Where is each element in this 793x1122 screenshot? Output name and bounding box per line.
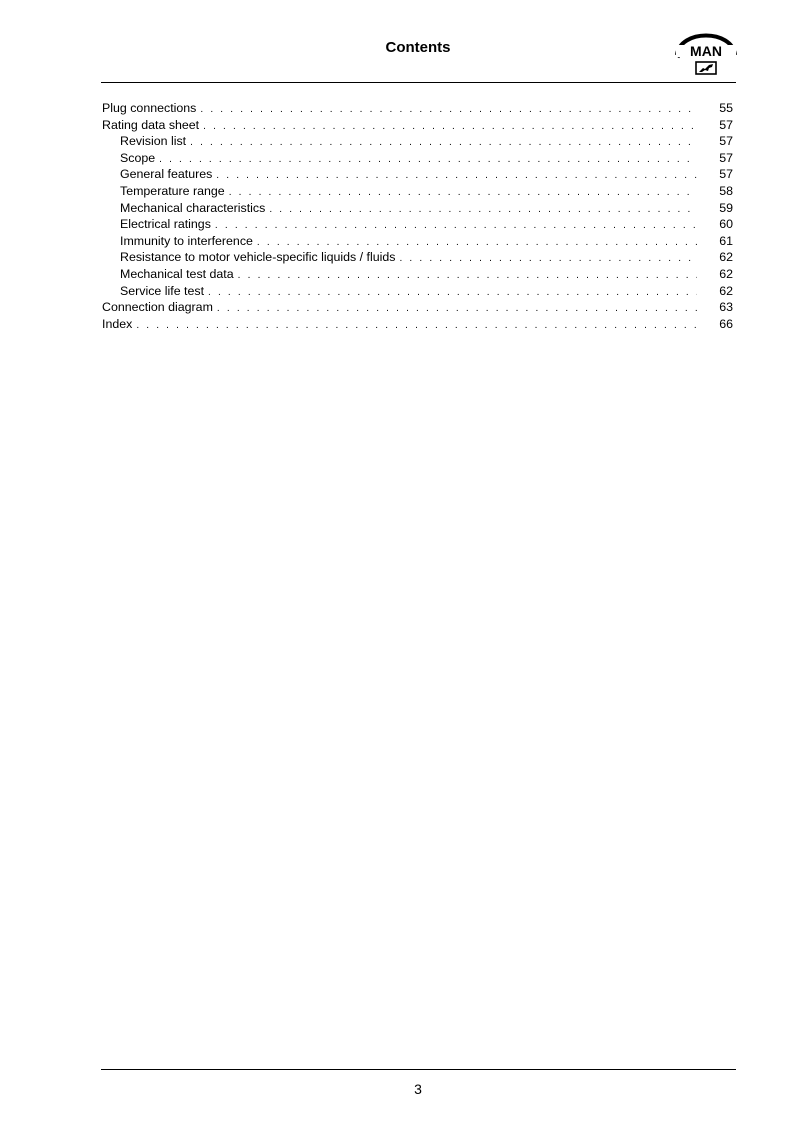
toc-entry-label: Electrical ratings — [120, 217, 211, 232]
toc-entry-label: Mechanical test data — [120, 266, 234, 281]
toc-entry-label: Index — [102, 316, 133, 331]
toc-entry[interactable] — [102, 133, 733, 150]
toc-entry[interactable] — [102, 183, 733, 200]
toc-entry-label: Rating data sheet — [102, 117, 200, 132]
toc-dot-leader — [203, 119, 697, 136]
toc-entry-page: 62 — [719, 266, 733, 281]
man-logo-icon — [672, 19, 740, 79]
toc-entry[interactable] — [102, 316, 733, 333]
page-title: Contents — [385, 39, 451, 56]
toc-entry-page: 57 — [719, 117, 733, 132]
toc-entry[interactable] — [102, 200, 733, 217]
toc-entry-page: 57 — [719, 134, 733, 149]
toc-dot-leader — [190, 135, 697, 152]
toc-dot-leader — [136, 318, 697, 335]
page-number: 3 — [414, 1081, 422, 1097]
toc-entry-page: 58 — [719, 183, 733, 198]
toc-entry[interactable] — [102, 150, 733, 167]
toc-entry-page: 63 — [719, 300, 733, 315]
toc-dot-leader — [229, 185, 697, 202]
toc-entry[interactable] — [102, 249, 733, 266]
toc-entry[interactable] — [102, 117, 733, 134]
toc-entry[interactable] — [102, 299, 733, 316]
toc-entry[interactable] — [102, 166, 733, 183]
toc-dot-leader — [159, 152, 697, 169]
toc-entry-page: 57 — [719, 150, 733, 165]
toc-entry-label: Scope — [120, 150, 156, 165]
table-of-contents — [102, 100, 733, 332]
toc-entry-label: General features — [120, 167, 213, 182]
toc-dot-leader — [238, 268, 697, 285]
toc-dot-leader — [200, 102, 697, 119]
toc-entry-page: 57 — [719, 167, 733, 182]
toc-dot-leader — [399, 251, 697, 268]
toc-entry-label: Temperature range — [120, 183, 225, 198]
toc-entry[interactable] — [102, 233, 733, 250]
toc-entry-page: 59 — [719, 200, 733, 215]
toc-entry[interactable] — [102, 266, 733, 283]
toc-entry-label: Resistance to motor vehicle-specific liquids / fluids — [120, 250, 396, 265]
toc-dot-leader — [216, 168, 697, 185]
toc-entry-label: Mechanical characteristics — [120, 200, 266, 215]
toc-entry-page: 55 — [719, 101, 733, 115]
toc-entry-label: Service life test — [120, 283, 205, 298]
footer-divider — [101, 1069, 736, 1070]
toc-entry-page: 61 — [719, 233, 733, 248]
toc-entry-page: 60 — [719, 217, 733, 232]
toc-dot-leader — [208, 285, 697, 302]
toc-entry-label: Connection diagram — [102, 300, 213, 315]
toc-dot-leader — [217, 301, 697, 318]
toc-entry-label: Immunity to interference — [120, 233, 253, 248]
toc-entry-page: 62 — [719, 283, 733, 298]
toc-dot-leader — [269, 202, 697, 219]
toc-entry[interactable] — [102, 216, 733, 233]
toc-entry[interactable] — [102, 283, 733, 300]
toc-dot-leader — [215, 218, 697, 235]
toc-entry-page: 66 — [719, 316, 733, 331]
toc-entry[interactable] — [102, 100, 733, 117]
toc-entry-page: 62 — [719, 250, 733, 265]
logo-text: MAN — [690, 43, 722, 59]
toc-entry-label: Plug connections — [102, 101, 197, 115]
toc-entry-label: Revision list — [120, 134, 187, 149]
header-divider — [101, 82, 736, 83]
